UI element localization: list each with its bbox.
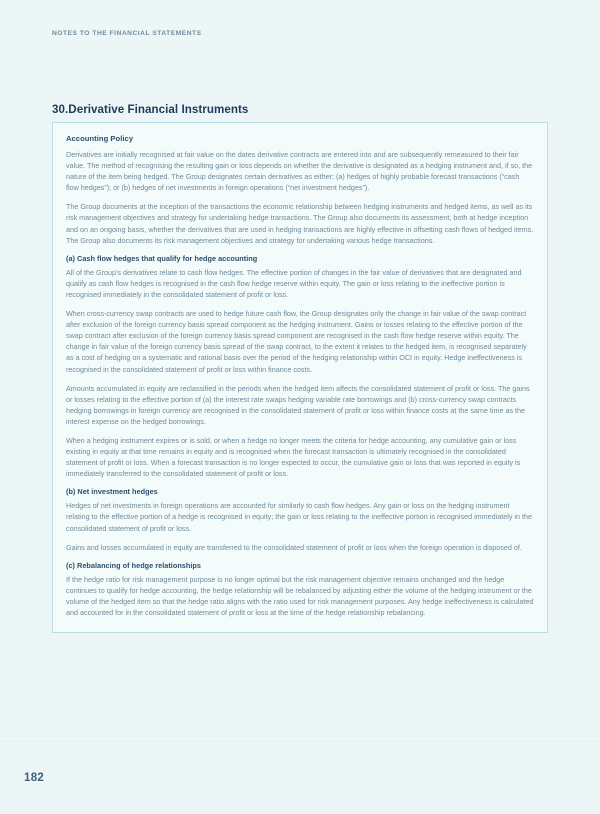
section-a-paragraph: When a hedging instrument expires or is sold, or when a hedge no longer meets the criteria for hedge accounting, any cumulative gain or loss existing in equity at that time remains in equity and is recognised when the forecast transaction is ultimately recognised in the consolidated statement of profit or loss. When a forecast transaction is no longer expected to occur, the cumulative gain or loss that was reported in equity is immediately transferred to the consolidated statement of profit or loss.: [66, 435, 521, 479]
page-title: [52, 103, 248, 116]
section-a-paragraph: Amounts accumulated in equity are reclassified in the periods when the hedged item affects the consolidated statement of profit or loss. The gains or losses relating to the effective portion of (a) the interest rate swaps hedging variable rate borrowings and (b) cross-currency swap contracts hedging borrowings in foreign currency are recognised in the consolidated statement of profit or loss within finance costs at the same time as the interest expense on the hedged borrowings.: [66, 383, 530, 426]
section-heading-a: (a) Cash flow hedges that qualify for hedge accounting: [66, 253, 258, 263]
section-a-paragraph: All of the Group’s derivatives relate to cash flow hedges. The effective portion of changes in the fair value of derivatives that are designated and qualify as cash flow hedges is recognised in the cash flow hedge reserve within equity. The gain or loss relating to the ineffective portion is recognised immediately in the consolidated statement of profit or loss.: [66, 267, 522, 299]
policy-intro-paragraph: Derivatives are initially recognised at fair value on the dates derivative contracts are entered into and are subsequently remeasured to their fair value. The method of recognising the resulting gain or loss depends on whether the derivative is designated as a hedging instrument and, if so, the nature of the item being hedged. The Group designates certain derivatives as either: (a) hedges of highly probable forecast transactions (“cash flow hedges”); or (b) hedges of net investments in foreign operations (“net investment hedges”).: [66, 150, 533, 193]
section-b-paragraph: Hedges of net investments in foreign operations are accounted for similarly to cash flow hedges. Any gain or loss on the hedging instrument relating to the effective portion of a hedge is recognised in equity; the gain or loss relating to the ineffective portion is recognised immediately in the consolidated statement of profit or loss.: [66, 501, 533, 533]
note-number: 30.: [52, 103, 69, 116]
section-a-paragraph: When cross-currency swap contracts are used to hedge future cash flow, the Group designates only the change in fair value of the swap contract after exclusion of the foreign currency basis spread component as the hedging instrument. Gains or losses relating to the effective portion of the swap contract after exclusion of the foreign currency basis spread component are recognised in the cash flow hedge reserve within equity. The change in fair value of the foreign currency basis spread of the swap contract, to the extent it relates to the hedged item, is recognised separately as a cost of hedging on a systematic and rational basis over the period of the hedging relationship within OCI in equity. Hedge ineffectiveness is recognised in the consolidated statement of profit or loss within finance costs.: [66, 309, 527, 374]
section-b-paragraph: Gains and losses accumulated in equity are transferred to the consolidated statement of profit or loss when the foreign operation is disposed of.: [66, 542, 522, 552]
accounting-policy-box: [52, 122, 548, 633]
footer-divider: [0, 741, 600, 742]
section-heading-c: (c) Rebalancing of hedge relationships: [66, 560, 201, 570]
running-head: NOTES TO THE FINANCIAL STATEMENTS: [52, 30, 202, 37]
policy-intro-paragraph: The Group documents at the inception of the transactions the economic relationship between hedging instruments and hedged items, as well as its risk management objectives and strategy for undertaking hedge transactions. The Group also documents its assessment, both at hedge inception and on an ongoing basis, whether the derivatives that are used in hedging transactions are highly effective in offsetting cash flows of hedged items. The Group also documents its risk management objectives and strategy for undertaking various hedge transactions.: [66, 202, 534, 245]
page-number: 182: [24, 772, 45, 784]
section-heading-b: (b) Net investment hedges: [66, 487, 158, 497]
note-title-text: Derivative Financial Instruments: [68, 103, 249, 116]
accounting-policy-heading: Accounting Policy: [66, 134, 134, 143]
section-c-paragraph: If the hedge ratio for risk management purpose is no longer optimal but the risk management objective remains unchanged and the hedge continues to qualify for hedge accounting, the hedge relationship will be rebalanced by adjusting either the volume of the hedging instrument or the volume of the hedged item so that the hedge ratio aligns with the ratio used for risk management purposes. Any hedge ineffectiveness is calculated and accounted for in the consolidated statement of profit or loss at the time of the hedge relationship rebalancing.: [66, 574, 534, 617]
